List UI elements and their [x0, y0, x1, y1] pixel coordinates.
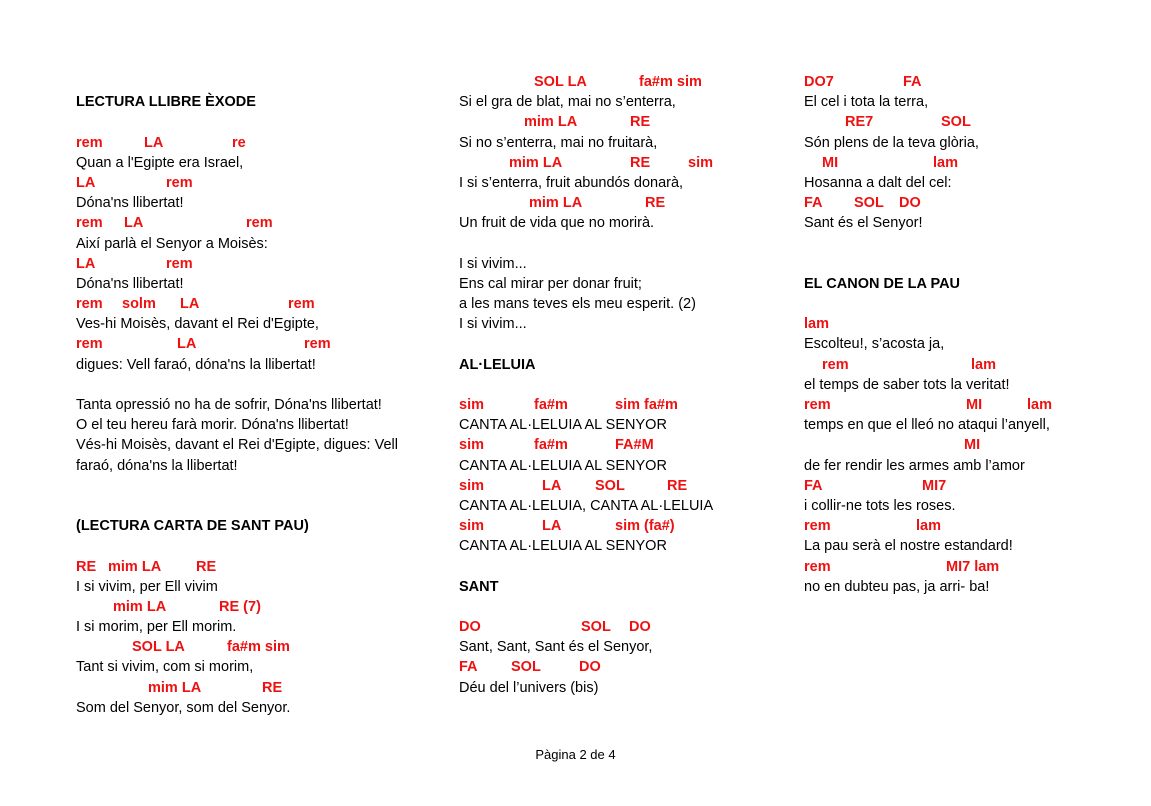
chord-line: [804, 355, 1124, 375]
blank-line: [76, 375, 421, 395]
lyric-line: I si s’enterra, fruit abundós donarà,: [459, 174, 684, 191]
chord-line: [804, 476, 1124, 496]
chord: RE: [630, 114, 651, 131]
lyric-line: Ens cal mirar per donar fruit;: [459, 275, 642, 292]
section-heading: (LECTURA CARTA DE SANT PAU): [76, 518, 309, 535]
lyric-line: el temps de saber tots la veritat!: [804, 376, 1010, 393]
chord-line: [459, 657, 779, 677]
chord: rem: [304, 336, 331, 353]
chord: RE: [667, 477, 688, 494]
blank-line: [76, 112, 421, 132]
chord: fa#m: [534, 397, 568, 413]
chord: mim LA: [148, 679, 202, 696]
chord-line: [459, 72, 779, 92]
chord: RE7: [845, 114, 874, 131]
chord: rem: [76, 134, 103, 151]
lyric-line: Un fruit de vida que no morirà.: [459, 215, 655, 232]
page-number: Pàgina 2 de 4: [535, 747, 616, 762]
blank-line: [459, 557, 779, 577]
chord: mim LA: [108, 558, 162, 575]
chord: FA: [804, 195, 823, 212]
chord: solm: [122, 296, 156, 313]
section-heading: AL·LELUIA: [459, 356, 536, 373]
chord: LA: [124, 215, 144, 232]
blank-line: [459, 375, 779, 395]
lyric-line: faraó, dóna'ns la llibertat!: [76, 457, 238, 474]
chord-line: [804, 193, 1124, 213]
lyric-line: digues: Vell faraó, dóna'ns la llibertat!: [76, 356, 316, 373]
lyric-line: CANTA AL·LELUIA AL SENYOR: [459, 457, 667, 474]
chord-line: [804, 72, 1124, 92]
chord: lam: [804, 316, 829, 333]
chord: LA: [180, 296, 200, 313]
lyric-line: Som del Senyor, som del Senyor.: [76, 699, 291, 716]
blank-line: [76, 496, 421, 516]
chord: FA#M: [615, 437, 654, 454]
lyric-line: I si vivim...: [459, 316, 527, 333]
section-heading: SANT: [459, 578, 499, 595]
lyric-line: Tanta opressió no ha de sofrir, Dóna'ns llibertat!: [76, 397, 382, 413]
lyric-line: Escolteu!, s’acosta ja,: [804, 336, 945, 353]
chord: RE: [196, 558, 217, 575]
chord-line: [76, 557, 421, 577]
chord-line: [76, 597, 421, 617]
lyric-line: Quan a l'Egipte era Israel,: [76, 154, 244, 171]
chord-line: [459, 435, 779, 455]
chord: rem: [804, 558, 831, 575]
chord: sim: [459, 477, 484, 494]
lyric-line: O el teu hereu farà morir. Dóna'ns llibertat!: [76, 417, 349, 434]
chord: fa#m sim: [227, 639, 290, 656]
chord-line: [459, 193, 779, 213]
blank-line: [76, 476, 421, 496]
chord: rem: [76, 215, 103, 232]
lyric-line: a les mans teves els meu esperit. (2): [459, 296, 696, 313]
chord: MI: [966, 397, 983, 413]
chord-line: [459, 516, 779, 536]
chord: RE (7): [219, 598, 261, 615]
lyric-line: i collir-ne tots les roses.: [804, 497, 956, 514]
chord: re: [232, 134, 246, 151]
column-1: [76, 72, 421, 718]
section-heading: EL CANON DE LA PAU: [804, 275, 961, 292]
chord: SOL: [941, 114, 971, 131]
chord: lam: [933, 154, 958, 171]
chord-line: [76, 637, 421, 657]
chord-line: [76, 294, 421, 314]
lyric-line: Tant si vivim, com si morim,: [76, 659, 254, 676]
chord: LA: [76, 255, 96, 272]
chord: rem: [76, 336, 103, 353]
blank-line: [804, 294, 1124, 314]
chord: lam: [971, 356, 996, 373]
chord-line: [459, 153, 779, 173]
chord: rem: [822, 356, 849, 373]
chord: rem: [166, 174, 193, 191]
lyric-line: CANTA AL·LELUIA AL SENYOR: [459, 417, 667, 434]
chord: fa#m sim: [639, 74, 702, 90]
chord: sim fa#m: [615, 397, 678, 413]
chord-line: [804, 112, 1124, 132]
chord: MI7: [922, 477, 947, 494]
chord: DO: [629, 619, 651, 636]
chord: lam: [916, 518, 941, 535]
chord: SOL: [595, 477, 625, 494]
lyric-line: Vés-hi Moisès, davant el Rei d'Egipte, digues: Vell: [76, 437, 398, 454]
lyric-line: Hosanna a dalt del cel:: [804, 174, 952, 191]
lyric-line: I si vivim, per Ell vivim: [76, 578, 218, 595]
lyric-line: temps en que el lleó no ataqui l’anyell,: [804, 417, 1050, 434]
chord: mim LA: [529, 195, 583, 212]
chord: SOL LA: [132, 639, 185, 656]
chord: SOL: [854, 195, 884, 212]
chord-line: [76, 173, 421, 193]
chord-line: [459, 476, 779, 496]
chord: LA: [542, 518, 562, 535]
chord: FA: [804, 477, 823, 494]
chord: sim: [459, 437, 484, 454]
lyric-line: Sant, Sant, Sant és el Senyor,: [459, 639, 653, 656]
lyric-line: CANTA AL·LELUIA AL SENYOR: [459, 538, 667, 555]
column-2: [459, 72, 779, 698]
chord: sim (fa#): [615, 518, 675, 535]
chord-line: [804, 435, 1124, 455]
lyric-line: Dóna'ns llibertat!: [76, 195, 184, 212]
chord-line: [76, 334, 421, 354]
blank-line: [459, 234, 779, 254]
chord-line: [804, 516, 1124, 536]
chord: SOL: [581, 619, 611, 636]
chord: rem: [288, 296, 315, 313]
chord: DO: [579, 659, 601, 676]
lyric-line: Ves-hi Moisès, davant el Rei d'Egipte,: [76, 316, 319, 333]
chord-line: [76, 678, 421, 698]
blank-line: [76, 72, 421, 92]
chord: RE: [645, 195, 666, 212]
chord-line: [459, 617, 779, 637]
chord: MI: [964, 437, 981, 454]
lyric-line: Dóna'ns llibertat!: [76, 275, 184, 292]
chord: rem: [76, 296, 103, 313]
chord: mim LA: [524, 114, 578, 131]
chord: mim LA: [509, 154, 563, 171]
chord-line: [459, 395, 779, 415]
lyric-line: I si vivim...: [459, 255, 527, 272]
chord: sim: [459, 518, 484, 535]
chord: LA: [177, 336, 197, 353]
blank-line: [459, 334, 779, 354]
lyric-line: no en dubteu pas, ja arri- ba!: [804, 578, 990, 595]
chord: SOL: [511, 659, 541, 676]
lyric-line: Déu del l’univers (bis): [459, 679, 599, 696]
chord: sim: [459, 397, 484, 413]
chord: FA: [903, 74, 922, 90]
chord-line: [459, 112, 779, 132]
lyric-line: Són plens de la teva glòria,: [804, 134, 979, 151]
chord: DO7: [804, 74, 834, 90]
chord: MI7 lam: [946, 558, 1000, 575]
lyric-line: El cel i tota la terra,: [804, 94, 929, 111]
lyric-line: Així parlà el Senyor a Moisès:: [76, 235, 268, 252]
lyric-line: I si morim, per Ell morim.: [76, 619, 237, 636]
chord: mim LA: [113, 598, 167, 615]
chord: LA: [144, 134, 164, 151]
chord: DO: [459, 619, 481, 636]
blank-line: [76, 536, 421, 556]
chord-line: [804, 153, 1124, 173]
chord: LA: [542, 477, 562, 494]
chord: lam: [1027, 397, 1052, 413]
chord: sim: [688, 154, 713, 171]
chord: RE: [262, 679, 283, 696]
chord: DO: [899, 195, 921, 212]
chord-line: [804, 557, 1124, 577]
lyric-line: La pau serà el nostre estandard!: [804, 538, 1013, 555]
column-3: [804, 72, 1124, 597]
section-heading: LECTURA LLIBRE ÈXODE: [76, 94, 256, 111]
chord-line: [76, 213, 421, 233]
chord: LA: [76, 174, 96, 191]
lyric-line: Sant és el Senyor!: [804, 215, 923, 232]
chord: fa#m: [534, 437, 568, 454]
chord-line: [804, 395, 1124, 415]
chord: rem: [804, 518, 831, 535]
chord: SOL LA: [534, 74, 587, 90]
chord-line: [76, 254, 421, 274]
lyric-line: de fer rendir les armes amb l’amor: [804, 457, 1025, 474]
lyric-line: CANTA AL·LELUIA, CANTA AL·LELUIA: [459, 497, 714, 514]
lyric-line: Si no s’enterra, mai no fruitarà,: [459, 134, 658, 151]
chord: FA: [459, 659, 478, 676]
chord: rem: [166, 255, 193, 272]
chord: rem: [246, 215, 273, 232]
chord-line: [804, 314, 1124, 334]
blank-line: [804, 254, 1124, 274]
chord: rem: [804, 397, 831, 413]
chord: MI: [822, 154, 839, 171]
blank-line: [804, 234, 1124, 254]
blank-line: [459, 597, 779, 617]
chord-line: [76, 133, 421, 153]
chord: RE: [630, 154, 651, 171]
lyric-line: Si el gra de blat, mai no s’enterra,: [459, 94, 676, 111]
chord: RE: [76, 558, 97, 575]
